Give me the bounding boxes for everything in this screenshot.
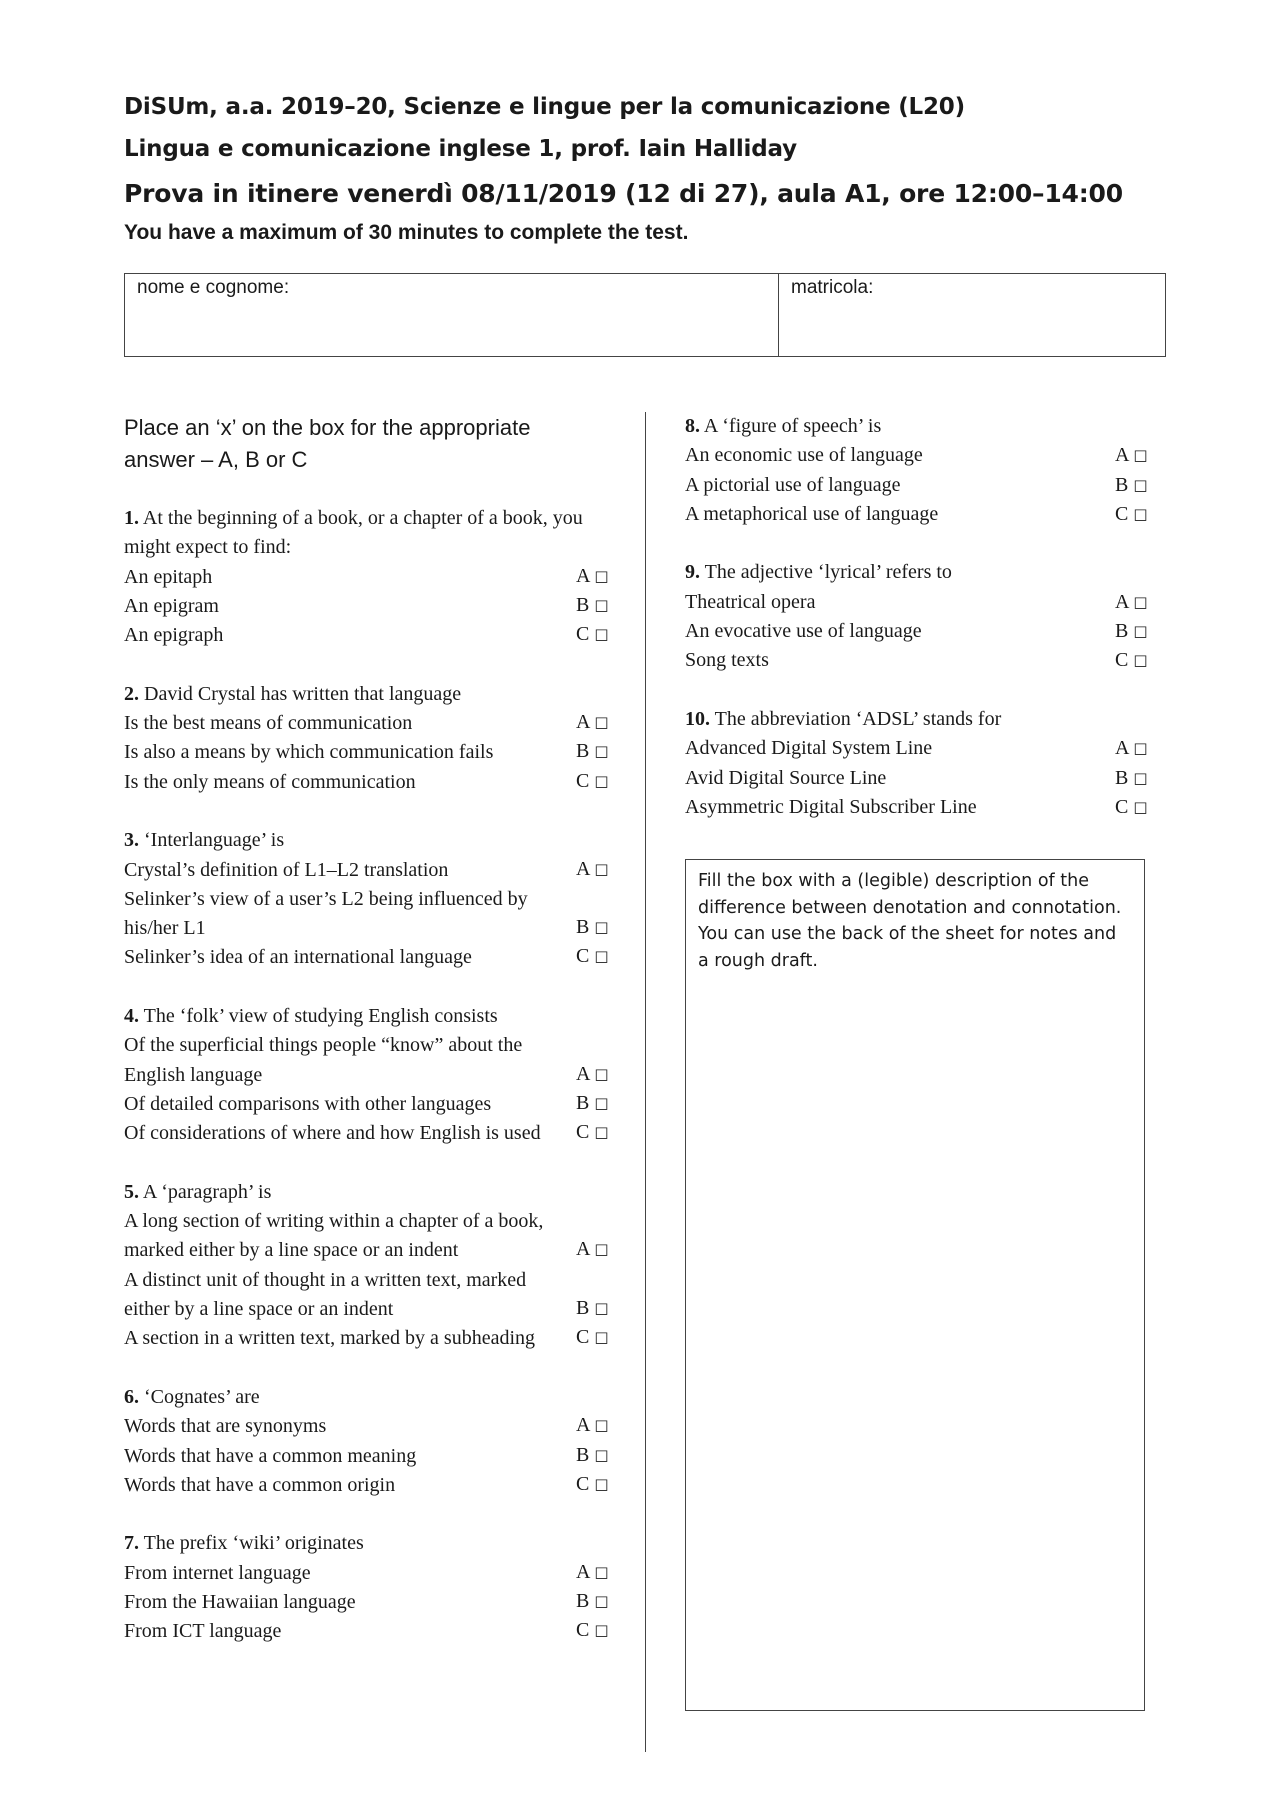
answer-option: [124, 1324, 609, 1353]
answer-checkbox[interactable]: □: [594, 1064, 609, 1083]
answer-mark: [1115, 793, 1149, 823]
question-stem: [124, 1178, 604, 1207]
question-stem: [124, 680, 604, 709]
answer-checkbox[interactable]: □: [594, 625, 609, 644]
question-5: [124, 1178, 609, 1354]
option-text: From internet language: [124, 1561, 311, 1584]
answer-mark: [576, 1616, 610, 1646]
answer-checkbox[interactable]: □: [594, 1474, 609, 1493]
answer-option: [124, 943, 609, 972]
option-text: Of considerations of where and how English is used: [124, 1122, 541, 1145]
answer-mark: [1115, 471, 1149, 501]
question-text: A ‘paragraph’ is: [142, 1180, 272, 1203]
option-letter: C: [576, 1472, 590, 1495]
question-9: [685, 558, 1147, 675]
option-letter: C: [576, 1619, 590, 1642]
option-letter: B: [576, 740, 590, 763]
option-text: Is the best means of communication: [124, 712, 413, 735]
option-text: A pictorial use of language: [685, 473, 901, 496]
question-text: The abbreviation ‘ADSL’ stands for: [714, 707, 1002, 730]
answer-checkbox[interactable]: □: [594, 1123, 609, 1142]
id-box-divider: [778, 274, 779, 356]
answer-checkbox[interactable]: □: [594, 1240, 609, 1259]
answer-mark: [576, 1470, 610, 1500]
answer-option: [124, 1617, 609, 1646]
answer-mark: [1115, 500, 1149, 530]
answer-mark: [576, 1235, 610, 1265]
question-3: [124, 826, 609, 972]
answer-mark: [1115, 734, 1149, 764]
answer-checkbox[interactable]: □: [594, 1562, 609, 1581]
answer-option: [685, 441, 1147, 470]
answer-option: [685, 500, 1147, 529]
questions-left-column: [124, 504, 609, 1676]
option-text: An epitaph: [124, 565, 213, 588]
answer-mark: [576, 1060, 610, 1090]
answer-checkbox[interactable]: □: [1133, 622, 1148, 641]
answer-mark: [1115, 588, 1149, 618]
question-number: 7.: [124, 1532, 139, 1555]
option-text: Is the only means of communication: [124, 770, 416, 793]
answer-checkbox[interactable]: □: [594, 1416, 609, 1435]
answer-checkbox[interactable]: □: [1133, 504, 1148, 523]
question-number: 4.: [124, 1005, 139, 1028]
question-stem: [124, 826, 604, 855]
option-text: Words that have a common origin: [124, 1473, 396, 1496]
option-letter: B: [576, 1589, 590, 1612]
option-text: Words that are synonyms: [124, 1415, 327, 1438]
answer-checkbox[interactable]: □: [594, 1445, 609, 1464]
option-letter: A: [1115, 444, 1129, 467]
question-text: At the beginning of a book, or a chapter of a book, you might expect to find:: [124, 507, 583, 559]
answer-checkbox[interactable]: □: [594, 1591, 609, 1610]
question-text: ‘Interlanguage’ is: [144, 829, 285, 852]
option-letter: A: [576, 711, 590, 734]
option-letter: B: [576, 1091, 590, 1114]
option-text: Advanced Digital System Line: [685, 737, 933, 760]
answer-checkbox[interactable]: □: [1133, 739, 1148, 758]
question-2: [124, 680, 609, 797]
answer-mark: [576, 737, 610, 767]
answer-option: [685, 646, 1147, 675]
answer-checkbox[interactable]: □: [594, 1328, 609, 1347]
option-letter: C: [576, 1326, 590, 1349]
option-text: A metaphorical use of language: [685, 502, 939, 525]
answer-option: [685, 588, 1147, 617]
question-stem: [685, 705, 1147, 734]
answer-mark: [1115, 617, 1149, 647]
matricola-field-label: matricola:: [791, 277, 874, 298]
answer-option: [124, 1471, 609, 1500]
option-letter: B: [576, 916, 590, 939]
option-text: A long section of writing within a chapter of a book, marked either by a line space or an indent: [124, 1210, 544, 1262]
option-text: Crystal’s definition of L1–L2 translation: [124, 858, 449, 881]
name-field-label: nome e cognome:: [137, 277, 290, 298]
answer-option: [124, 856, 609, 885]
essay-prompt: Fill the box with a (legible) description of the difference between denotation and connotation. You can use the back of the sheet for notes and a rough draft.: [698, 871, 1122, 971]
answer-mark: [576, 1089, 610, 1119]
answer-option: [685, 617, 1147, 646]
option-letter: B: [576, 593, 590, 616]
answer-mark: [1115, 441, 1149, 471]
question-number: 6.: [124, 1385, 139, 1408]
option-text: Song texts: [685, 649, 769, 672]
time-limit-note: You have a maximum of 30 minutes to complete the test.: [124, 221, 689, 244]
answer-option: [124, 621, 609, 650]
answer-option: [685, 793, 1147, 822]
answer-mark: [576, 1587, 610, 1617]
option-letter: C: [1115, 795, 1129, 818]
option-text: Asymmetric Digital Subscriber Line: [685, 795, 977, 818]
question-stem: [124, 1383, 604, 1412]
header-exam-line: Prova in itinere venerdì 08/11/2019 (12 di 27), aula A1, ore 12:00–14:00: [124, 179, 1123, 208]
answer-checkbox[interactable]: □: [594, 1299, 609, 1318]
option-text: From ICT language: [124, 1620, 282, 1643]
question-number: 2.: [124, 682, 139, 705]
option-text: Words that have a common meaning: [124, 1444, 417, 1467]
option-letter: A: [1115, 590, 1129, 613]
answer-option: [685, 764, 1147, 793]
answer-checkbox[interactable]: □: [594, 918, 609, 937]
option-letter: B: [576, 1297, 590, 1320]
answer-option: [124, 563, 609, 592]
question-number: 3.: [124, 829, 139, 852]
answer-checkbox[interactable]: □: [1133, 592, 1148, 611]
option-text: Selinker’s idea of an international language: [124, 946, 472, 969]
answer-option: [124, 1412, 609, 1441]
question-number: 5.: [124, 1180, 139, 1203]
header-subject-line: Lingua e comunicazione inglese 1, prof. Iain Halliday: [124, 136, 797, 162]
answer-option: [124, 738, 609, 767]
answer-mark: [576, 1441, 610, 1471]
question-text: The adjective ‘lyrical’ refers to: [704, 561, 952, 584]
answer-option: [124, 1119, 609, 1148]
option-letter: C: [1115, 649, 1129, 672]
option-text: Of detailed comparisons with other languages: [124, 1092, 492, 1115]
answer-checkbox[interactable]: □: [594, 713, 609, 732]
question-stem: [685, 558, 1147, 587]
option-text: Selinker’s view of a user’s L2 being influenced by his/her L1: [124, 887, 528, 940]
answer-mark: [576, 913, 610, 943]
question-6: [124, 1383, 609, 1500]
answer-option: [124, 768, 609, 797]
answer-mark: [576, 1118, 610, 1148]
question-text: The prefix ‘wiki’ originates: [143, 1532, 364, 1555]
question-stem: [685, 412, 1147, 441]
answer-mark: [576, 562, 610, 592]
instructions: Place an ‘x’ on the box for the appropriate answer – A, B or C: [124, 415, 531, 472]
answer-option: [124, 1588, 609, 1617]
option-letter: C: [1115, 502, 1129, 525]
option-letter: A: [576, 1062, 590, 1085]
question-stem: [124, 1529, 604, 1558]
option-letter: A: [576, 1560, 590, 1583]
question-10: [685, 705, 1147, 822]
answer-checkbox[interactable]: □: [594, 1621, 609, 1640]
answer-checkbox[interactable]: □: [594, 742, 609, 761]
option-text: A section in a written text, marked by a subheading: [124, 1327, 536, 1350]
answer-mark: [576, 620, 610, 650]
question-4: [124, 1002, 609, 1148]
option-letter: A: [1115, 737, 1129, 760]
answer-mark: [1115, 764, 1149, 794]
question-7: [124, 1529, 609, 1646]
question-text: David Crystal has written that language: [144, 682, 462, 705]
question-number: 8.: [685, 415, 700, 437]
option-letter: A: [576, 564, 590, 587]
answer-option: [124, 1559, 609, 1588]
essay-answer-box[interactable]: [685, 859, 1145, 1711]
answer-option: [124, 1207, 609, 1266]
question-number: 9.: [685, 561, 700, 584]
option-letter: B: [1115, 473, 1129, 496]
option-text: An epigram: [124, 594, 219, 617]
option-letter: A: [576, 857, 590, 880]
question-stem: [124, 504, 604, 563]
answer-option: [124, 1266, 609, 1325]
answer-option: [124, 1031, 609, 1090]
answer-checkbox[interactable]: □: [594, 595, 609, 614]
answer-mark: [576, 1294, 610, 1324]
question-number: 10.: [685, 707, 710, 730]
option-text: Is also a means by which communication fails: [124, 741, 494, 764]
option-text: An epigraph: [124, 624, 224, 647]
answer-option: [124, 1442, 609, 1471]
answer-mark: [1115, 646, 1149, 676]
option-letter: B: [576, 1443, 590, 1466]
option-text: Avid Digital Source Line: [685, 766, 887, 789]
student-id-box: [124, 273, 1166, 357]
answer-checkbox[interactable]: □: [594, 1093, 609, 1112]
answer-checkbox[interactable]: □: [594, 859, 609, 878]
answer-option: [685, 734, 1147, 763]
option-text: Theatrical opera: [685, 590, 816, 613]
option-letter: B: [1115, 620, 1129, 643]
answer-checkbox[interactable]: □: [1133, 768, 1148, 787]
answer-option: [685, 471, 1147, 500]
answer-mark: [576, 942, 610, 972]
option-letter: C: [576, 945, 590, 968]
answer-checkbox[interactable]: □: [1133, 797, 1148, 816]
option-text: Of the superficial things people “know” about the English language: [124, 1034, 523, 1086]
question-text: A ‘figure of speech’ is: [703, 415, 882, 437]
answer-checkbox[interactable]: □: [1133, 651, 1148, 670]
answer-mark: [576, 1558, 610, 1588]
option-text: An evocative use of language: [685, 620, 922, 643]
column-divider: [645, 412, 646, 1752]
answer-mark: [576, 1323, 610, 1353]
option-letter: C: [576, 623, 590, 646]
question-text: The ‘folk’ view of studying English consists: [143, 1005, 498, 1028]
question-1: [124, 504, 609, 650]
answer-option: [124, 885, 609, 944]
header-course-line: DiSUm, a.a. 2019–20, Scienze e lingue per la comunicazione (L20): [124, 94, 965, 120]
answer-option: [124, 1090, 609, 1119]
answer-mark: [576, 708, 610, 738]
option-letter: A: [576, 1414, 590, 1437]
answer-option: [124, 592, 609, 621]
option-letter: C: [576, 769, 590, 792]
question-8: [685, 412, 1147, 529]
option-letter: A: [576, 1238, 590, 1261]
answer-option: [124, 709, 609, 738]
option-letter: B: [1115, 766, 1129, 789]
question-number: 1.: [124, 507, 139, 529]
answer-checkbox[interactable]: □: [594, 566, 609, 585]
answer-checkbox[interactable]: □: [594, 947, 609, 966]
answer-mark: [576, 1411, 610, 1441]
option-text: A distinct unit of thought in a written text, marked either by a line space or an indent: [124, 1268, 527, 1321]
question-stem: [124, 1002, 604, 1031]
answer-mark: [576, 767, 610, 797]
answer-checkbox[interactable]: □: [1133, 446, 1148, 465]
option-text: An economic use of language: [685, 444, 923, 467]
answer-checkbox[interactable]: □: [1133, 475, 1148, 494]
answer-mark: [576, 855, 610, 885]
option-letter: C: [576, 1121, 590, 1144]
questions-right-column: [685, 412, 1147, 851]
option-text: From the Hawaiian language: [124, 1590, 356, 1613]
question-text: ‘Cognates’ are: [144, 1385, 260, 1408]
answer-mark: [576, 591, 610, 621]
answer-checkbox[interactable]: □: [594, 771, 609, 790]
